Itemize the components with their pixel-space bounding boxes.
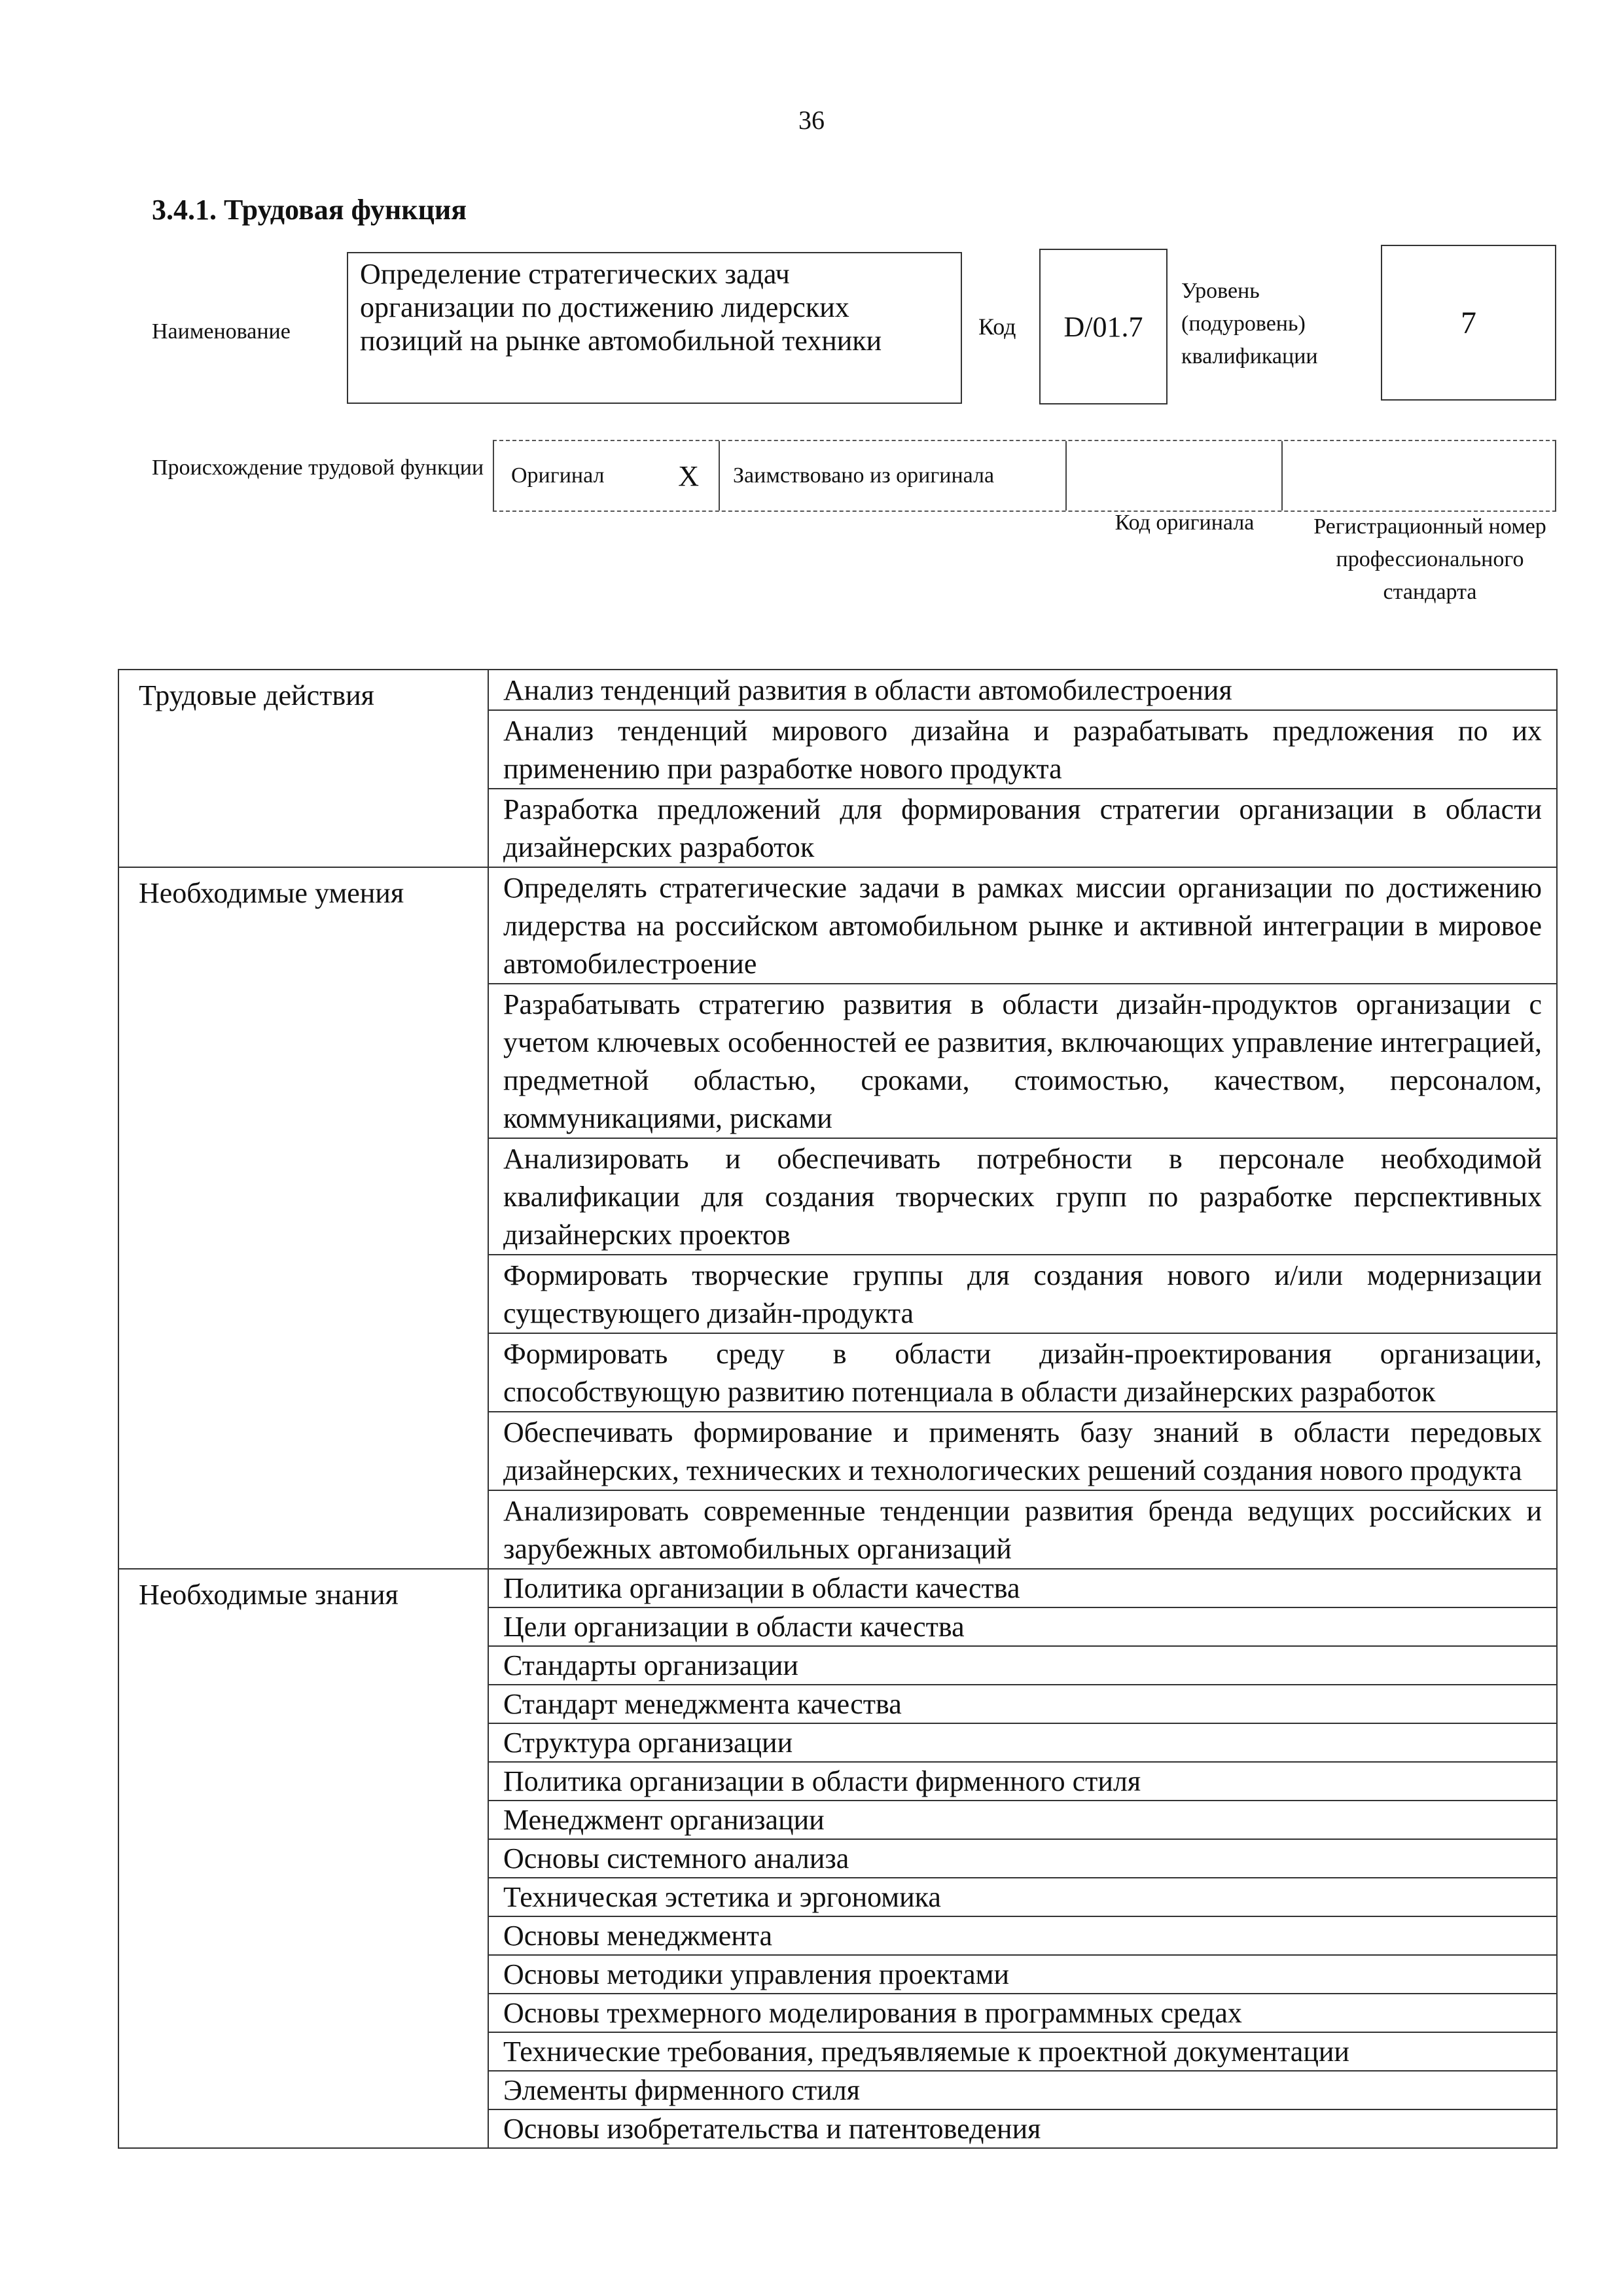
labor-actions-label: Трудовые действия bbox=[118, 670, 488, 867]
origin-borrowed-label: Заимствовано из оригинала bbox=[733, 463, 995, 488]
origin-original-cell bbox=[494, 441, 720, 511]
skill-item: Определять стратегические задачи в рамках миссии организации по достижению лидерства на российском автомобильном рынке и активной интеграции в мировое автомобилестроение bbox=[488, 867, 1557, 984]
knowledge-item: Политика организации в области качества bbox=[488, 1569, 1557, 1607]
function-details-table bbox=[118, 669, 1558, 2149]
labor-action-item: Анализ тенденций мирового дизайна и разрабатывать предложения по их применению при разработке нового продукта bbox=[488, 710, 1557, 789]
function-code-value: D/01.7 bbox=[1039, 249, 1168, 404]
knowledge-item: Основы менеджмента bbox=[488, 1916, 1557, 1955]
labor-action-item: Анализ тенденций развития в области автомобилестроения bbox=[488, 670, 1557, 710]
origin-row bbox=[493, 440, 1556, 512]
registration-number-cell bbox=[1283, 441, 1555, 511]
table-row bbox=[118, 1569, 1557, 1607]
qualification-level-label: Уровень (подуровень) квалификации bbox=[1181, 279, 1318, 368]
name-label: Наименование bbox=[152, 319, 291, 344]
skill-item: Анализировать и обеспечивать потребности в персонале необходимой квалификации для создания творческих групп по разработке перспективных дизайнерских проектов bbox=[488, 1138, 1557, 1255]
knowledge-item: Стандарты организации bbox=[488, 1646, 1557, 1685]
knowledge-item: Цели организации в области качества bbox=[488, 1607, 1557, 1646]
skill-item: Формировать творческие группы для создания нового и/или модернизации существующего дизайн-продукта bbox=[488, 1255, 1557, 1333]
original-code-cell bbox=[1067, 441, 1283, 511]
registration-number-caption: Регистрационный номер профессионального стандарта bbox=[1313, 514, 1546, 604]
qualification-level-value: 7 bbox=[1381, 245, 1556, 401]
origin-borrowed-cell bbox=[720, 441, 1067, 511]
knowledge-item: Основы системного анализа bbox=[488, 1839, 1557, 1878]
knowledge-item: Техническая эстетика и эргономика bbox=[488, 1878, 1557, 1916]
knowledge-item: Менеджмент организации bbox=[488, 1801, 1557, 1839]
labor-action-item: Разработка предложений для формирования стратегии организации в области дизайнерских разработок bbox=[488, 789, 1557, 867]
origin-original-label: Оригинал bbox=[511, 463, 605, 488]
skill-item: Обеспечивать формирование и применять базу знаний в области передовых дизайнерских, технических и технологических решений создания нового продукта bbox=[488, 1412, 1557, 1490]
table-row bbox=[118, 670, 1557, 710]
skill-item: Разрабатывать стратегию развития в области дизайн-продуктов организации с учетом ключевых особенностей ее развития, включающих управление интеграцией, предметной областью, сроками, стоимостью, качеством, персоналом, коммуникациями, рисками bbox=[488, 984, 1557, 1138]
skill-item: Анализировать современные тенденции развития бренда ведущих российских и зарубежных автомобильных организаций bbox=[488, 1490, 1557, 1569]
knowledge-item: Технические требования, предъявляемые к проектной документации bbox=[488, 2032, 1557, 2071]
origin-label: Происхождение трудовой функции bbox=[152, 456, 484, 480]
knowledge-item: Политика организации в области фирменного стиля bbox=[488, 1762, 1557, 1801]
knowledge-item: Элементы фирменного стиля bbox=[488, 2071, 1557, 2109]
knowledge-item: Стандарт менеджмента качества bbox=[488, 1685, 1557, 1723]
knowledge-item: Структура организации bbox=[488, 1723, 1557, 1762]
knowledge-item: Основы трехмерного моделирования в программных средах bbox=[488, 1994, 1557, 2032]
code-label: Код bbox=[978, 314, 1016, 340]
knowledge-item: Основы методики управления проектами bbox=[488, 1955, 1557, 1994]
origin-original-mark: X bbox=[678, 459, 699, 492]
skill-item: Формировать среду в области дизайн-проектирования организации, способствующую развитию потенциала в области дизайнерских разработок bbox=[488, 1333, 1557, 1412]
original-code-caption: Код оригинала bbox=[1115, 511, 1255, 535]
required-knowledge-label: Необходимые знания bbox=[118, 1569, 488, 2148]
required-skills-label: Необходимые умения bbox=[118, 867, 488, 1569]
knowledge-item: Основы изобретательства и патентоведения bbox=[488, 2109, 1557, 2148]
section-heading: 3.4.1. Трудовая функция bbox=[152, 194, 467, 226]
page-number: 36 bbox=[798, 105, 825, 135]
function-name-value: Определение стратегических задач организации по достижению лидерских позиций на рынке автомобильной техники bbox=[347, 252, 962, 404]
table-row bbox=[118, 867, 1557, 984]
